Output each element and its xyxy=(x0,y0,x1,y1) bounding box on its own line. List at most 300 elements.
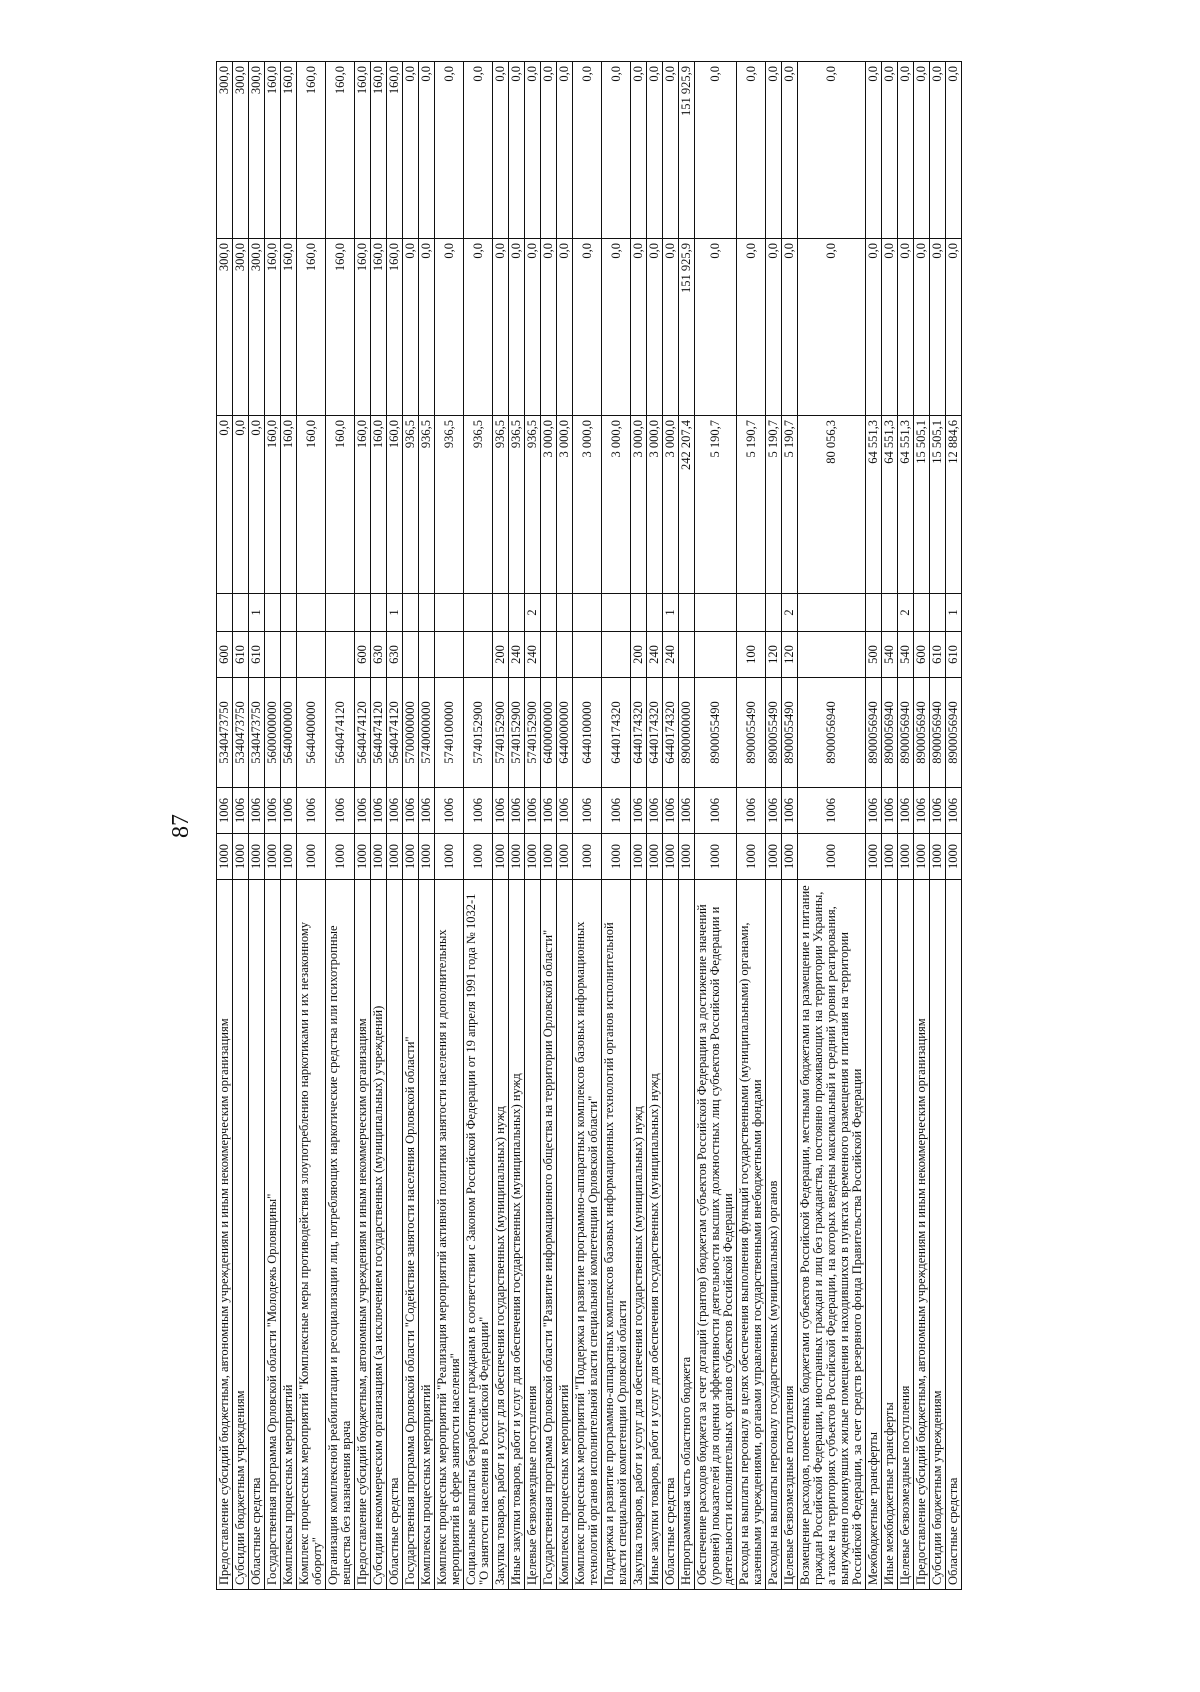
amount-year-2: 0,0 xyxy=(557,239,573,416)
amount-year-1: 160,0 xyxy=(281,416,297,594)
table-row xyxy=(493,62,509,1590)
expense-type-code xyxy=(573,632,602,678)
subsection-code: 1006 xyxy=(326,788,355,834)
expense-type-code: 200 xyxy=(631,632,647,678)
amount-year-1: 936,5 xyxy=(403,416,419,594)
amount-year-2: 0,0 xyxy=(573,239,602,416)
row-name: Целевые безвозмездные поступления xyxy=(525,880,541,1590)
amount-year-1: 242 207,4 xyxy=(679,416,695,594)
amount-year-1: 936,5 xyxy=(509,416,525,594)
section-code: 1000 xyxy=(573,834,602,880)
expense-type-code xyxy=(695,632,737,678)
amount-year-3: 300,0 xyxy=(249,62,265,239)
expense-type-code: 120 xyxy=(782,632,798,678)
amount-year-2: 0,0 xyxy=(782,239,798,416)
amount-year-3: 0,0 xyxy=(930,62,946,239)
target-article-code: 8900055490 xyxy=(737,678,766,788)
funding-source-code xyxy=(766,594,782,632)
subsection-code: 1006 xyxy=(898,788,914,834)
amount-year-2: 300,0 xyxy=(249,239,265,416)
amount-year-2: 0,0 xyxy=(435,239,464,416)
funding-source-code xyxy=(281,594,297,632)
subsection-code: 1006 xyxy=(217,788,233,834)
target-article-code: 5640000000 xyxy=(281,678,297,788)
amount-year-2: 300,0 xyxy=(217,239,233,416)
row-name: Расходы на выплаты персоналу государственных (муниципальных) органов xyxy=(766,880,782,1590)
amount-year-3: 0,0 xyxy=(573,62,602,239)
subsection-code: 1006 xyxy=(403,788,419,834)
subsection-code: 1006 xyxy=(782,788,798,834)
target-article-code: 5340473750 xyxy=(217,678,233,788)
funding-source-code xyxy=(217,594,233,632)
row-name: Возмещение расходов, понесенных бюджетами субъектов Российской Федерации, местными бюджетами на размещение и питание граждан Российской Федерации, иностранных граждан и лиц без гражданства, постоянно проживающих на территории Украины, а также на территориях субъектов Российской Федерации, на которых введены максимальный и средний уровни реагирования, вынужденно покинувших жилые помещения и находившихся в пунктах временного размещения и питания на территории Российской Федерации, за счет средств резервного фонда Правительства Российской Федерации xyxy=(798,880,866,1590)
row-name: Комплекс процессных мероприятий "Поддержка и развитие программно-аппаратных комплексов базовых информационных технологий органов исполнительной власти специальной компетенции Орловской области" xyxy=(573,880,602,1590)
expense-type-code xyxy=(602,632,631,678)
amount-year-1: 3 000,0 xyxy=(631,416,647,594)
funding-source-code xyxy=(371,594,387,632)
table-row xyxy=(647,62,663,1590)
amount-year-2: 0,0 xyxy=(737,239,766,416)
target-article-code: 8900056940 xyxy=(946,678,962,788)
expense-type-code: 540 xyxy=(882,632,898,678)
section-code: 1000 xyxy=(914,834,930,880)
expense-type-code: 120 xyxy=(766,632,782,678)
funding-source-code xyxy=(493,594,509,632)
amount-year-1: 3 000,0 xyxy=(663,416,679,594)
section-code: 1000 xyxy=(541,834,557,880)
table-row xyxy=(782,62,798,1590)
section-code: 1000 xyxy=(737,834,766,880)
amount-year-2: 160,0 xyxy=(355,239,371,416)
amount-year-2: 0,0 xyxy=(647,239,663,416)
expense-type-code: 630 xyxy=(371,632,387,678)
section-code: 1000 xyxy=(233,834,249,880)
amount-year-3: 151 925,9 xyxy=(679,62,695,239)
section-code: 1000 xyxy=(355,834,371,880)
section-code: 1000 xyxy=(371,834,387,880)
amount-year-3: 160,0 xyxy=(265,62,281,239)
row-name: Закупка товаров, работ и услуг для обеспечения государственных (муниципальных) нужд xyxy=(631,880,647,1590)
target-article-code: 8900056940 xyxy=(866,678,882,788)
target-article-code: 5640474120 xyxy=(326,678,355,788)
subsection-code: 1006 xyxy=(631,788,647,834)
subsection-code: 1006 xyxy=(509,788,525,834)
amount-year-1: 64 551,3 xyxy=(882,416,898,594)
section-code: 1000 xyxy=(435,834,464,880)
section-code: 1000 xyxy=(866,834,882,880)
table-row xyxy=(798,62,866,1590)
table-row xyxy=(265,62,281,1590)
amount-year-3: 0,0 xyxy=(882,62,898,239)
subsection-code: 1006 xyxy=(387,788,403,834)
subsection-code: 1006 xyxy=(914,788,930,834)
amount-year-1: 5 190,7 xyxy=(695,416,737,594)
amount-year-2: 0,0 xyxy=(946,239,962,416)
funding-source-code xyxy=(573,594,602,632)
row-name: Непрограммная часть областного бюджета xyxy=(679,880,695,1590)
funding-source-code xyxy=(355,594,371,632)
expense-type-code: 240 xyxy=(525,632,541,678)
amount-year-2: 0,0 xyxy=(464,239,493,416)
table-row xyxy=(233,62,249,1590)
amount-year-2: 0,0 xyxy=(493,239,509,416)
expense-type-code: 240 xyxy=(647,632,663,678)
row-name: Государственная программа Орловской области "Содействие занятости населения Орловской области" xyxy=(403,880,419,1590)
subsection-code: 1006 xyxy=(233,788,249,834)
section-code: 1000 xyxy=(326,834,355,880)
target-article-code: 8900056940 xyxy=(898,678,914,788)
amount-year-3: 0,0 xyxy=(419,62,435,239)
funding-source-code xyxy=(647,594,663,632)
table-row xyxy=(679,62,695,1590)
funding-source-code xyxy=(233,594,249,632)
target-article-code: 5740000000 xyxy=(419,678,435,788)
amount-year-3: 0,0 xyxy=(866,62,882,239)
funding-source-code xyxy=(435,594,464,632)
amount-year-3: 160,0 xyxy=(281,62,297,239)
amount-year-1: 160,0 xyxy=(371,416,387,594)
amount-year-1: 936,5 xyxy=(435,416,464,594)
expense-type-code: 600 xyxy=(217,632,233,678)
section-code: 1000 xyxy=(631,834,647,880)
amount-year-3: 0,0 xyxy=(541,62,557,239)
subsection-code: 1006 xyxy=(464,788,493,834)
target-article-code: 8900056940 xyxy=(914,678,930,788)
funding-source-code xyxy=(679,594,695,632)
amount-year-2: 0,0 xyxy=(930,239,946,416)
amount-year-1: 0,0 xyxy=(249,416,265,594)
target-article-code: 8900055490 xyxy=(766,678,782,788)
subsection-code: 1006 xyxy=(249,788,265,834)
expense-type-code: 600 xyxy=(355,632,371,678)
subsection-code: 1006 xyxy=(866,788,882,834)
row-name: Обеспечение расходов бюджета за счет дотаций (грантов) бюджетам субъектов Российской Федерации за достижение значений (уровней) показателей для оценки эффективности деятельности высших должностных лиц субъектов Российской Федерации и деятельности исполнительных органов субъектов Российской Федерации xyxy=(695,880,737,1590)
row-name: Областные средства xyxy=(946,880,962,1590)
expense-type-code: 200 xyxy=(493,632,509,678)
table-row xyxy=(737,62,766,1590)
table-row xyxy=(866,62,882,1590)
row-name: Организация комплексной реабилитации и ресоциализации лиц, потребляющих наркотические средства или психотропные вещества без назначения врача xyxy=(326,880,355,1590)
expense-type-code xyxy=(281,632,297,678)
expense-type-code: 610 xyxy=(930,632,946,678)
funding-source-code xyxy=(695,594,737,632)
target-article-code: 5340473750 xyxy=(249,678,265,788)
section-code: 1000 xyxy=(782,834,798,880)
row-name: Целевые безвозмездные поступления xyxy=(782,880,798,1590)
funding-source-code: 1 xyxy=(946,594,962,632)
table-row xyxy=(281,62,297,1590)
target-article-code: 5740152900 xyxy=(509,678,525,788)
table-row xyxy=(403,62,419,1590)
amount-year-1: 12 884,6 xyxy=(946,416,962,594)
amount-year-3: 300,0 xyxy=(217,62,233,239)
table-row xyxy=(419,62,435,1590)
subsection-code: 1006 xyxy=(695,788,737,834)
section-code: 1000 xyxy=(297,834,326,880)
amount-year-2: 0,0 xyxy=(419,239,435,416)
section-code: 1000 xyxy=(464,834,493,880)
amount-year-1: 3 000,0 xyxy=(647,416,663,594)
row-name: Иные закупки товаров, работ и услуг для обеспечения государственных (муниципальных) нужд xyxy=(509,880,525,1590)
target-article-code: 8900056940 xyxy=(882,678,898,788)
funding-source-code xyxy=(509,594,525,632)
subsection-code: 1006 xyxy=(281,788,297,834)
row-name: Иные межбюджетные трансферты xyxy=(882,880,898,1590)
expense-type-code: 610 xyxy=(249,632,265,678)
row-name: Субсидии бюджетным учреждениям xyxy=(233,880,249,1590)
row-name: Областные средства xyxy=(249,880,265,1590)
amount-year-3: 0,0 xyxy=(914,62,930,239)
amount-year-1: 15 505,1 xyxy=(914,416,930,594)
amount-year-3: 160,0 xyxy=(297,62,326,239)
subsection-code: 1006 xyxy=(663,788,679,834)
row-name: Расходы на выплаты персоналу в целях обеспечения выполнения функций государственными (муниципальными) органами, казенными учреждениями, органами управления государственными внебюджетными фондами xyxy=(737,880,766,1590)
target-article-code: 5740100000 xyxy=(435,678,464,788)
amount-year-1: 936,5 xyxy=(419,416,435,594)
funding-source-code xyxy=(464,594,493,632)
section-code: 1000 xyxy=(281,834,297,880)
amount-year-1: 160,0 xyxy=(265,416,281,594)
target-article-code: 5700000000 xyxy=(403,678,419,788)
amount-year-3: 0,0 xyxy=(898,62,914,239)
table-body xyxy=(217,62,962,1590)
amount-year-3: 0,0 xyxy=(766,62,782,239)
funding-source-code: 1 xyxy=(663,594,679,632)
subsection-code: 1006 xyxy=(737,788,766,834)
section-code: 1000 xyxy=(679,834,695,880)
target-article-code: 5740152900 xyxy=(464,678,493,788)
target-article-code: 6440000000 xyxy=(557,678,573,788)
amount-year-3: 0,0 xyxy=(435,62,464,239)
target-article-code: 8900000000 xyxy=(679,678,695,788)
table-row xyxy=(355,62,371,1590)
table-row xyxy=(573,62,602,1590)
section-code: 1000 xyxy=(663,834,679,880)
table-row xyxy=(882,62,898,1590)
amount-year-1: 0,0 xyxy=(233,416,249,594)
amount-year-2: 0,0 xyxy=(866,239,882,416)
table-row xyxy=(930,62,946,1590)
target-article-code: 8900055490 xyxy=(782,678,798,788)
row-name: Субсидии бюджетным учреждениям xyxy=(930,880,946,1590)
section-code: 1000 xyxy=(403,834,419,880)
expense-type-code xyxy=(798,632,866,678)
amount-year-3: 0,0 xyxy=(737,62,766,239)
amount-year-3: 0,0 xyxy=(782,62,798,239)
amount-year-1: 5 190,7 xyxy=(782,416,798,594)
subsection-code: 1006 xyxy=(766,788,782,834)
table-row xyxy=(695,62,737,1590)
row-name: Межбюджетные трансферты xyxy=(866,880,882,1590)
target-article-code: 5740152900 xyxy=(493,678,509,788)
amount-year-2: 0,0 xyxy=(403,239,419,416)
expense-type-code: 610 xyxy=(233,632,249,678)
amount-year-2: 0,0 xyxy=(663,239,679,416)
subsection-code: 1006 xyxy=(930,788,946,834)
amount-year-3: 0,0 xyxy=(647,62,663,239)
table-row xyxy=(249,62,265,1590)
funding-source-code xyxy=(557,594,573,632)
amount-year-1: 3 000,0 xyxy=(602,416,631,594)
section-code: 1000 xyxy=(387,834,403,880)
amount-year-1: 80 056,3 xyxy=(798,416,866,594)
table-row xyxy=(509,62,525,1590)
expense-type-code xyxy=(464,632,493,678)
row-name: Целевые безвозмездные поступления xyxy=(898,880,914,1590)
expense-type-code: 630 xyxy=(387,632,403,678)
funding-source-code: 1 xyxy=(387,594,403,632)
amount-year-1: 3 000,0 xyxy=(557,416,573,594)
expense-type-code: 240 xyxy=(509,632,525,678)
table-row xyxy=(297,62,326,1590)
amount-year-1: 3 000,0 xyxy=(573,416,602,594)
funding-source-code xyxy=(866,594,882,632)
subsection-code: 1006 xyxy=(647,788,663,834)
amount-year-2: 151 925,9 xyxy=(679,239,695,416)
amount-year-3: 160,0 xyxy=(371,62,387,239)
expense-type-code: 500 xyxy=(866,632,882,678)
target-article-code: 6400000000 xyxy=(541,678,557,788)
funding-source-code xyxy=(737,594,766,632)
amount-year-2: 0,0 xyxy=(914,239,930,416)
funding-source-code: 2 xyxy=(898,594,914,632)
target-article-code: 5640400000 xyxy=(297,678,326,788)
row-name: Комплексы процессных мероприятий xyxy=(557,880,573,1590)
amount-year-3: 0,0 xyxy=(403,62,419,239)
amount-year-1: 160,0 xyxy=(387,416,403,594)
funding-source-code xyxy=(631,594,647,632)
funding-source-code: 1 xyxy=(249,594,265,632)
row-name: Комплексы процессных мероприятий xyxy=(419,880,435,1590)
amount-year-1: 160,0 xyxy=(355,416,371,594)
amount-year-3: 0,0 xyxy=(557,62,573,239)
amount-year-1: 64 551,3 xyxy=(898,416,914,594)
amount-year-1: 15 505,1 xyxy=(930,416,946,594)
subsection-code: 1006 xyxy=(541,788,557,834)
table-row xyxy=(464,62,493,1590)
row-name: Комплексы процессных мероприятий xyxy=(281,880,297,1590)
amount-year-3: 0,0 xyxy=(493,62,509,239)
row-name: Предоставление субсидий бюджетным, автономным учреждениям и иным некоммерческим организациям xyxy=(914,880,930,1590)
amount-year-1: 160,0 xyxy=(297,416,326,594)
subsection-code: 1006 xyxy=(435,788,464,834)
row-name: Государственная программа Орловской области "Молодежь Орловщины" xyxy=(265,880,281,1590)
target-article-code: 5600000000 xyxy=(265,678,281,788)
table-row xyxy=(326,62,355,1590)
table-row xyxy=(435,62,464,1590)
target-article-code: 8900056940 xyxy=(930,678,946,788)
table-row xyxy=(898,62,914,1590)
section-code: 1000 xyxy=(946,834,962,880)
amount-year-2: 160,0 xyxy=(281,239,297,416)
amount-year-2: 160,0 xyxy=(297,239,326,416)
row-name: Субсидии некоммерческим организациям (за исключением государственных (муниципальных) учреждений) xyxy=(371,880,387,1590)
target-article-code: 5640474120 xyxy=(371,678,387,788)
subsection-code: 1006 xyxy=(525,788,541,834)
section-code: 1000 xyxy=(695,834,737,880)
row-name: Областные средства xyxy=(663,880,679,1590)
amount-year-1: 160,0 xyxy=(326,416,355,594)
amount-year-3: 0,0 xyxy=(464,62,493,239)
amount-year-2: 0,0 xyxy=(525,239,541,416)
amount-year-2: 160,0 xyxy=(326,239,355,416)
funding-source-code xyxy=(419,594,435,632)
expense-type-code xyxy=(265,632,281,678)
expense-type-code xyxy=(297,632,326,678)
funding-source-code: 2 xyxy=(525,594,541,632)
row-name: Социальные выплаты безработным гражданам в соответствии с Законом Российской Федерации от 19 апреля 1991 года № 1032-1 "О занятости населения в Российской Федерации" xyxy=(464,880,493,1590)
section-code: 1000 xyxy=(493,834,509,880)
table-row xyxy=(914,62,930,1590)
amount-year-2: 0,0 xyxy=(509,239,525,416)
budget-table xyxy=(216,61,962,1590)
amount-year-1: 936,5 xyxy=(525,416,541,594)
table-row xyxy=(946,62,962,1590)
section-code: 1000 xyxy=(602,834,631,880)
expense-type-code xyxy=(541,632,557,678)
expense-type-code xyxy=(403,632,419,678)
row-name: Комплекс процессных мероприятий "Реализация мероприятий активной политики занятости населения и дополнительных мероприятий в сфере занятости населения" xyxy=(435,880,464,1590)
subsection-code: 1006 xyxy=(371,788,387,834)
amount-year-2: 0,0 xyxy=(695,239,737,416)
section-code: 1000 xyxy=(217,834,233,880)
amount-year-2: 0,0 xyxy=(882,239,898,416)
amount-year-2: 160,0 xyxy=(371,239,387,416)
amount-year-3: 0,0 xyxy=(663,62,679,239)
section-code: 1000 xyxy=(509,834,525,880)
expense-type-code: 610 xyxy=(946,632,962,678)
amount-year-3: 160,0 xyxy=(355,62,371,239)
expense-type-code: 100 xyxy=(737,632,766,678)
amount-year-2: 160,0 xyxy=(387,239,403,416)
row-name: Поддержка и развитие программно-аппаратных комплексов базовых информационных технологий органов исполнительной власти специальной компетенции Орловской области xyxy=(602,880,631,1590)
amount-year-3: 0,0 xyxy=(509,62,525,239)
amount-year-2: 0,0 xyxy=(541,239,557,416)
table-row xyxy=(217,62,233,1590)
amount-year-1: 5 190,7 xyxy=(737,416,766,594)
table-row xyxy=(663,62,679,1590)
funding-source-code: 2 xyxy=(782,594,798,632)
subsection-code: 1006 xyxy=(679,788,695,834)
amount-year-1: 936,5 xyxy=(493,416,509,594)
amount-year-3: 0,0 xyxy=(602,62,631,239)
funding-source-code xyxy=(326,594,355,632)
amount-year-2: 160,0 xyxy=(265,239,281,416)
subsection-code: 1006 xyxy=(493,788,509,834)
expense-type-code: 240 xyxy=(663,632,679,678)
target-article-code: 6440100000 xyxy=(573,678,602,788)
table-row xyxy=(602,62,631,1590)
section-code: 1000 xyxy=(798,834,866,880)
row-name: Государственная программа Орловской области "Развитие информационного общества на территории Орловской области" xyxy=(541,880,557,1590)
funding-source-code xyxy=(297,594,326,632)
target-article-code: 5740152900 xyxy=(525,678,541,788)
subsection-code: 1006 xyxy=(573,788,602,834)
target-article-code: 5340473750 xyxy=(233,678,249,788)
target-article-code: 5640474120 xyxy=(387,678,403,788)
section-code: 1000 xyxy=(647,834,663,880)
amount-year-3: 0,0 xyxy=(525,62,541,239)
row-name: Иные закупки товаров, работ и услуг для обеспечения государственных (муниципальных) нужд xyxy=(647,880,663,1590)
expense-type-code: 540 xyxy=(898,632,914,678)
expense-type-code xyxy=(435,632,464,678)
subsection-code: 1006 xyxy=(297,788,326,834)
table-row xyxy=(525,62,541,1590)
target-article-code: 6440174320 xyxy=(663,678,679,788)
target-article-code: 6440174320 xyxy=(602,678,631,788)
amount-year-2: 0,0 xyxy=(766,239,782,416)
amount-year-1: 5 190,7 xyxy=(766,416,782,594)
